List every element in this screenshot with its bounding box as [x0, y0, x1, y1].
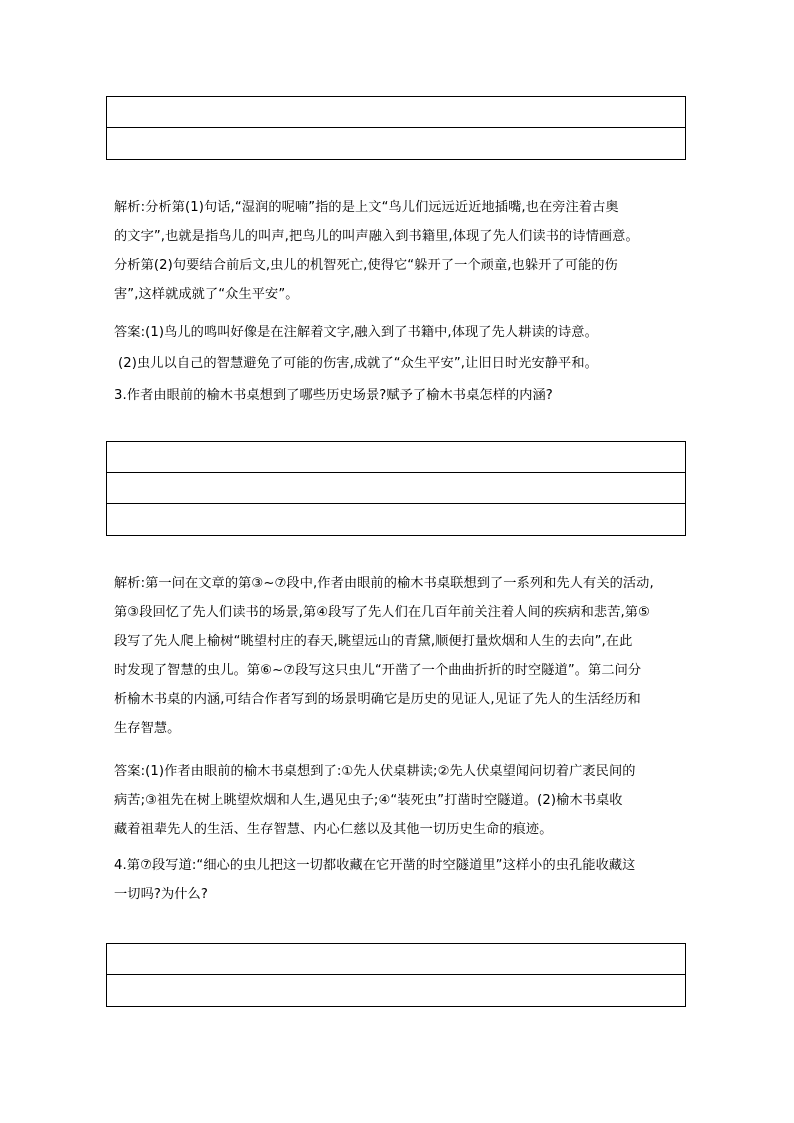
question-3 — [114, 381, 688, 410]
answer-text-line: 答案:(1)鸟儿的鸣叫好像是在注解着文字,融入到了书籍中,体现了先人耕读的诗意。 — [114, 325, 598, 340]
answer-q3 — [114, 757, 688, 844]
question-4 — [114, 851, 688, 909]
analysis-line: 段写了先人爬上榆树“眺望村庄的春天,眺望远山的青黛,顺便打量炊烟和人生的去向”,在此 — [114, 634, 633, 649]
analysis-q2 — [114, 193, 688, 309]
question-text: 4.第⑦段写道:“细心的虫儿把这一切都收藏在它开凿的时空隧道里”这样小的虫孔能收藏这 — [114, 858, 636, 873]
answer-text-line: 病苦;③祖先在树上眺望炊烟和人生,遇见虫子;④“装死虫”打凿时空隧道。(2)榆木书桌收 — [114, 793, 623, 808]
question-text: 3.作者由眼前的榆木书桌想到了哪些历史场景?赋予了榆木书桌怎样的内涵? — [114, 388, 553, 403]
answer-line[interactable] — [107, 944, 685, 975]
analysis-line: 第③段回忆了先人们读书的场景,第④段写了先人们在几百年前关注着人间的疾病和悲苦,第⑤ — [114, 605, 650, 620]
analysis-line: 解析:第一问在文章的第③~⑦段中,作者由眼前的榆木书桌联想到了一系列和先人有关的活动, — [114, 576, 654, 591]
analysis-line: 害”,这样就成就了“众生平安”。 — [114, 287, 299, 302]
analysis-q3 — [114, 569, 688, 743]
answer-line[interactable] — [107, 473, 685, 504]
answer-line[interactable] — [107, 97, 685, 128]
answer-q2 — [114, 318, 688, 347]
analysis-line: 生存智慧。 — [114, 721, 181, 736]
analysis-line: 解析:分析第(1)句话,“湿润的呢喃”指的是上文“鸟儿们远远近近地插嘴,也在旁注着古奥 — [114, 200, 619, 215]
answer-box-2[interactable] — [106, 441, 686, 536]
answer-text-line: 答案:(1)作者由眼前的榆木书桌想到了:①先人伏桌耕读;②先人伏桌望闻问切着广袤民间的 — [114, 764, 636, 779]
answer-q2-part2 — [118, 349, 692, 378]
answer-line[interactable] — [107, 128, 685, 159]
analysis-line: 时发现了智慧的虫儿。第⑥~⑦段写这只虫儿“开凿了一个曲曲折折的时空隧道”。第二问分 — [114, 663, 642, 678]
question-text: 一切吗?为什么? — [114, 887, 208, 902]
answer-line[interactable] — [107, 975, 685, 1006]
analysis-line: 分析第(2)句要结合前后文,虫儿的机智死亡,使得它“躲开了一个顽童,也躲开了可能的伤 — [114, 258, 618, 273]
answer-line[interactable] — [107, 504, 685, 535]
answer-box-1[interactable] — [106, 96, 686, 160]
answer-text-line: 藏着祖辈先人的生活、生存智慧、内心仁慈以及其他一切历史生命的痕迹。 — [114, 822, 553, 837]
analysis-line: 析榆木书桌的内涵,可结合作者写到的场景明确它是历史的见证人,见证了先人的生活经历和 — [114, 692, 641, 707]
analysis-line: 的文字”,也就是指鸟儿的叫声,把鸟儿的叫声融入到书籍里,体现了先人们读书的诗情画意。 — [114, 229, 639, 244]
answer-text-line: (2)虫儿以自己的智慧避免了可能的伤害,成就了“众生平安”,让旧日时光安静平和。 — [118, 356, 598, 371]
answer-box-3[interactable] — [106, 943, 686, 1007]
answer-line[interactable] — [107, 442, 685, 473]
